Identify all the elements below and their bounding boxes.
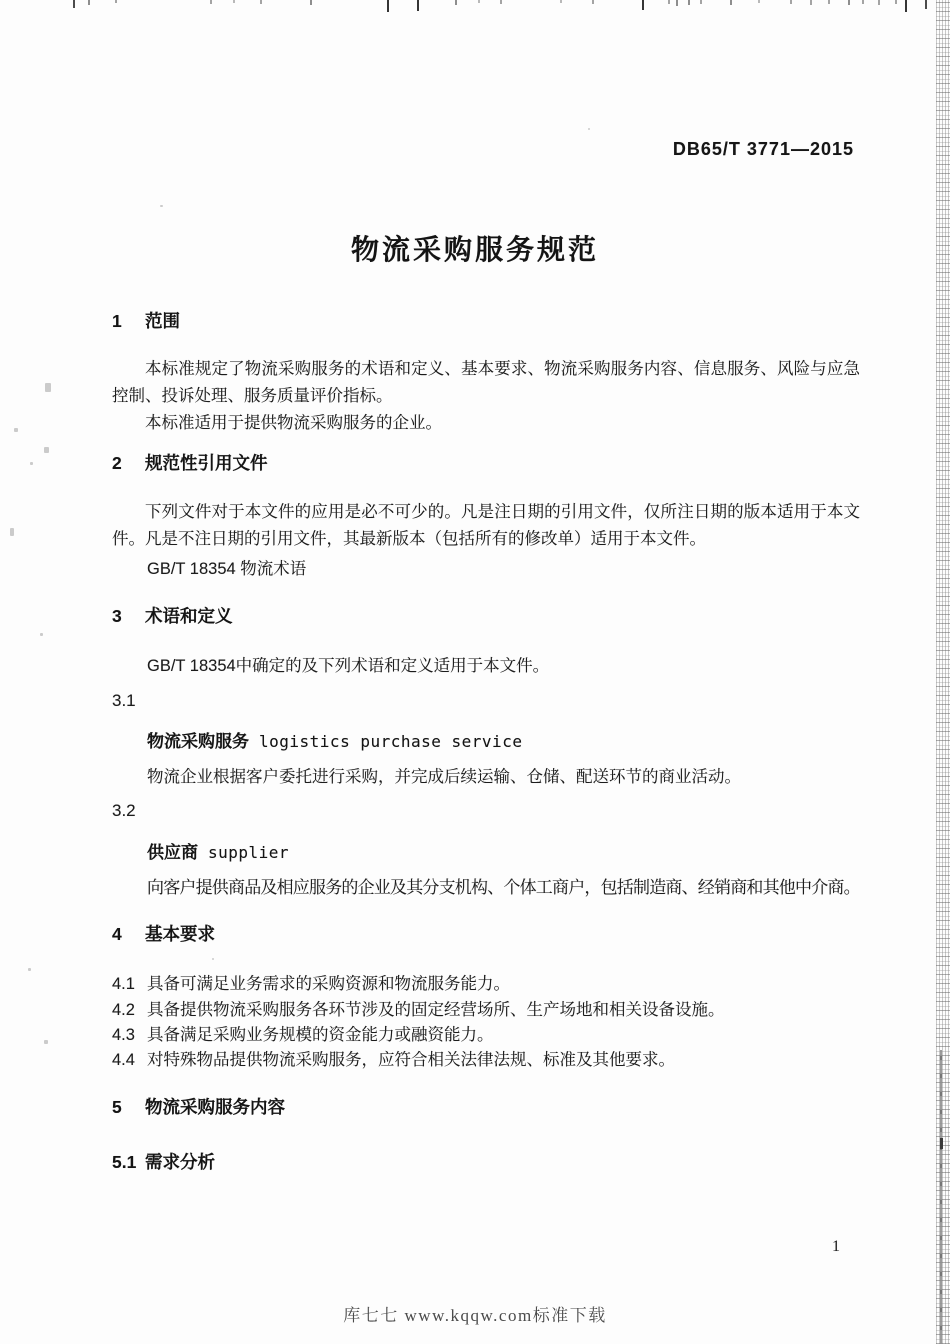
scan-speck — [10, 528, 14, 536]
clause-4-4-number: 4.4 — [112, 1051, 135, 1069]
scan-tick — [810, 0, 812, 5]
scan-speck — [160, 205, 163, 207]
section-5-heading — [112, 1094, 285, 1119]
scan-tick — [455, 0, 457, 5]
scan-tick — [500, 0, 502, 4]
section-2-heading — [112, 450, 268, 475]
scan-speck — [588, 128, 590, 130]
reference-item: GB/T 18354 物流术语 — [147, 560, 307, 578]
clause-4-1-text: 具备可满足业务需求的采购资源和物流服务能力。 — [147, 975, 510, 993]
scope-paragraph-1: 本标准规定了物流采购服务的术语和定义、基本要求、物流采购服务内容、信息服务、风险与应急控制、投诉处理、服务质量评价指标。 — [112, 360, 860, 405]
scan-tick — [700, 0, 702, 4]
scan-tick — [905, 0, 907, 12]
scan-tick — [115, 0, 117, 3]
scan-tick — [417, 0, 419, 11]
scan-tick — [758, 0, 760, 3]
scan-tick — [88, 0, 90, 5]
scan-tick — [790, 0, 792, 4]
page-number: 1 — [832, 1238, 840, 1255]
scan-speck — [30, 462, 33, 465]
term-2-en: supplier — [208, 843, 290, 862]
scan-speck — [14, 428, 18, 432]
scan-speck — [44, 447, 49, 453]
clause-4-2 — [112, 996, 725, 1020]
term-1-number: 3.1 — [112, 691, 136, 710]
clause-4-3-number: 4.3 — [112, 1026, 135, 1044]
clause-4-4-text: 对特殊物品提供物流采购服务，应符合相关法律法规、标准及其他要求。 — [147, 1051, 675, 1069]
scan-tick — [668, 0, 670, 4]
clause-4-4 — [112, 1046, 675, 1070]
clause-4-2-number: 4.2 — [112, 1001, 135, 1019]
standard-code: DB65/T 3771—2015 — [672, 139, 854, 159]
section-3-number: 3 — [112, 606, 122, 626]
watermark-text: 库七七 www.kqqw.com标准下载 — [343, 1306, 607, 1325]
scan-tick — [848, 0, 850, 5]
scan-speck — [44, 1040, 48, 1044]
section-5-1-heading — [112, 1149, 215, 1174]
section-2-number: 2 — [112, 453, 122, 473]
term-2-definition: 向客户提供商品及相应服务的企业及其分支机构、个体工商户，包括制造商、经销商和其他中介商。 — [147, 878, 860, 897]
scan-speck — [28, 968, 31, 971]
scan-tick — [210, 0, 212, 4]
document-title: 物流采购服务规范 — [350, 234, 599, 265]
scan-tick — [878, 0, 880, 5]
section-4-number: 4 — [112, 924, 122, 944]
scan-tick — [676, 0, 678, 6]
section-1-number: 1 — [112, 311, 122, 331]
scan-tick — [387, 0, 389, 12]
scan-tick — [73, 0, 75, 8]
term-2 — [147, 838, 289, 863]
section-1-heading — [112, 308, 180, 333]
scan-tick — [260, 0, 262, 4]
term-2-zh: 供应商 — [147, 843, 198, 862]
scope-paragraph-2: 本标准适用于提供物流采购服务的企业。 — [145, 414, 442, 432]
scan-tick — [862, 0, 864, 4]
scan-tick — [730, 0, 732, 5]
section-4-title: 基本要求 — [145, 924, 215, 944]
scan-tick — [642, 0, 644, 10]
scan-speck — [45, 383, 51, 392]
scan-tick — [560, 0, 562, 3]
term-1 — [147, 727, 522, 752]
scan-edge-noise — [936, 0, 950, 1344]
section-1-title: 范围 — [145, 311, 180, 331]
scan-tick — [925, 0, 927, 9]
clause-4-1-number: 4.1 — [112, 975, 135, 993]
refs-paragraph: 下列文件对于本文件的应用是必不可少的。凡是注日期的引用文件，仅所注日期的版本适用于本文件。凡是不注日期的引用文件，其最新版本（包括所有的修改单）适用于本文件。 — [112, 503, 860, 548]
clause-4-1 — [112, 970, 510, 994]
section-5-title: 物流采购服务内容 — [145, 1097, 285, 1117]
scan-speck — [212, 958, 214, 960]
scan-edge-dash — [940, 1138, 943, 1149]
clause-4-3 — [112, 1021, 494, 1045]
scan-speck — [40, 633, 43, 636]
scan-tick — [478, 0, 480, 3]
scan-tick — [828, 0, 830, 4]
section-3-heading — [112, 603, 233, 628]
section-3-title: 术语和定义 — [145, 606, 233, 626]
section-5-1-title: 需求分析 — [145, 1152, 215, 1172]
term-1-en: logistics purchase service — [259, 732, 523, 751]
scan-tick — [688, 0, 690, 5]
scan-tick — [233, 0, 235, 3]
terms-intro: GB/T 18354中确定的及下列术语和定义适用于本文件。 — [147, 657, 550, 675]
scan-tick — [895, 0, 897, 4]
clause-4-2-text: 具备提供物流采购服务各环节涉及的固定经营场所、生产场地和相关设备设施。 — [147, 1001, 725, 1019]
section-5-number: 5 — [112, 1097, 122, 1117]
section-4-heading — [112, 921, 215, 946]
scan-edge-line — [940, 1050, 942, 1344]
term-1-definition: 物流企业根据客户委托进行采购，并完成后续运输、仓储、配送环节的商业活动。 — [147, 768, 741, 786]
term-1-zh: 物流采购服务 — [147, 732, 249, 751]
scan-tick — [592, 0, 594, 4]
scan-tick — [310, 0, 312, 5]
section-5-1-number: 5.1 — [112, 1152, 137, 1172]
term-2-number: 3.2 — [112, 801, 136, 820]
section-2-title: 规范性引用文件 — [145, 453, 268, 473]
clause-4-3-text: 具备满足采购业务规模的资金能力或融资能力。 — [147, 1026, 494, 1044]
